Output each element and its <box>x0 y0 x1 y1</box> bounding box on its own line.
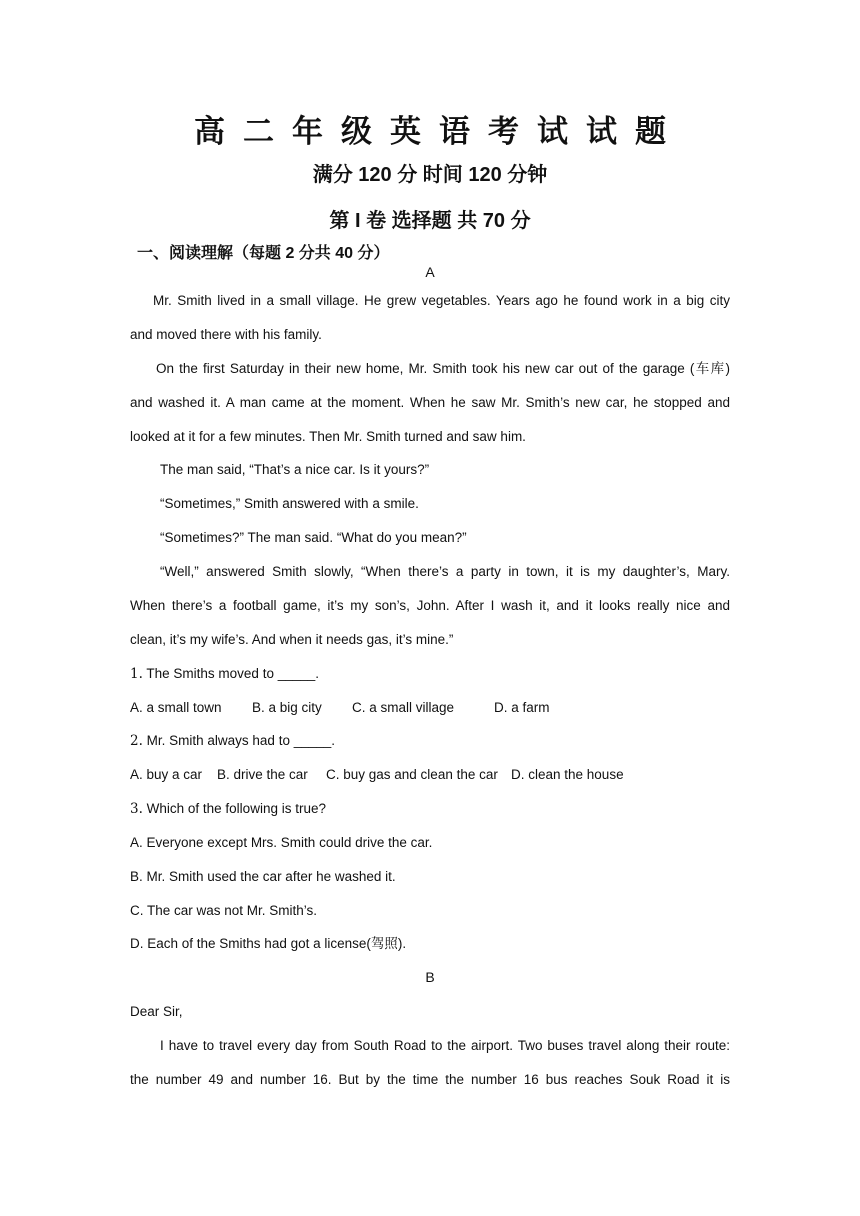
question-3-option-c: C. The car was not Mr. Smith’s. <box>130 903 318 918</box>
option-a: A. buy a car <box>130 767 203 782</box>
question-2 <box>130 732 730 750</box>
option-c: C. buy gas and clean the car <box>326 767 498 782</box>
option-b: B. a big city <box>252 700 322 715</box>
passage-a-p1-line1: Mr. Smith lived in a small village. He grew vegetables. Years ago he found work in a big city <box>153 293 730 308</box>
exam-title: 高二年级英语考试试题 <box>194 114 684 150</box>
option-d: D. clean the house <box>511 767 624 782</box>
question-1 <box>130 665 730 683</box>
passage-a-p1-line2: and moved there with his family. <box>130 327 322 342</box>
passage-a-p6-line1: “Well,” answered Smith slowly, “When there’s a party in town, it is my daughter’s, Mary. <box>160 564 730 579</box>
passage-b-label: B <box>425 969 435 985</box>
option-b: B. drive the car <box>217 767 308 782</box>
option-a: A. a small town <box>130 700 222 715</box>
question-text: Which of the following is true? <box>142 801 326 816</box>
question-3-option-a: A. Everyone except Mrs. Smith could drive the car. <box>130 835 433 850</box>
score-time-line: 满分 120 分 时间 120 分钟 <box>312 164 548 186</box>
passage-a-p6-line3: clean, it’s my wife’s. And when it needs gas, it’s mine.” <box>130 632 454 647</box>
passage-a-p4: “Sometimes,” Smith answered with a smile. <box>160 496 419 511</box>
question-3 <box>130 800 730 818</box>
section-heading: 一、阅读理解（每题 2 分共 40 分） <box>137 245 390 262</box>
passage-a-p2-line1: On the first Saturday in their new home, Mr. Smith took his new car out of the garage (车库) <box>156 361 730 376</box>
question-3-option-d: D. Each of the Smiths had got a license(驾照). <box>130 936 407 951</box>
passage-a-p2-line3: looked at it for a few minutes. Then Mr. Smith turned and saw him. <box>130 429 526 444</box>
passage-b-p1-line1: I have to travel every day from South Road to the airport. Two buses travel along their route: <box>160 1038 730 1053</box>
question-number: 2. <box>130 733 143 749</box>
question-3-option-b: B. Mr. Smith used the car after he washed it. <box>130 869 396 884</box>
passage-a-label: A <box>425 264 435 280</box>
passage-a-p6-line2: When there’s a football game, it’s my son’s, John. After I wash it, and it looks really nice and <box>130 598 730 613</box>
question-text: The Smiths moved to _____. <box>142 666 319 681</box>
passage-a-p3: The man said, “That’s a nice car. Is it yours?” <box>160 462 430 477</box>
option-c: C. a small village <box>352 700 455 715</box>
question-number: 1. <box>130 666 143 682</box>
passage-a-p2-line2: and washed it. A man came at the moment. When he saw Mr. Smith’s new car, he stopped and <box>130 395 730 410</box>
option-d: D. a farm <box>494 700 550 715</box>
passage-b-salutation: Dear Sir, <box>130 1004 183 1019</box>
question-number: 3. <box>130 801 143 817</box>
part-heading: 第 I 卷 选择题 共 70 分 <box>329 210 531 232</box>
question-text: Mr. Smith always had to _____. <box>142 733 335 748</box>
passage-b-p1-line2: the number 49 and number 16. But by the time the number 16 bus reaches Souk Road it is <box>130 1072 730 1087</box>
passage-a-p5: “Sometimes?” The man said. “What do you mean?” <box>160 530 467 545</box>
